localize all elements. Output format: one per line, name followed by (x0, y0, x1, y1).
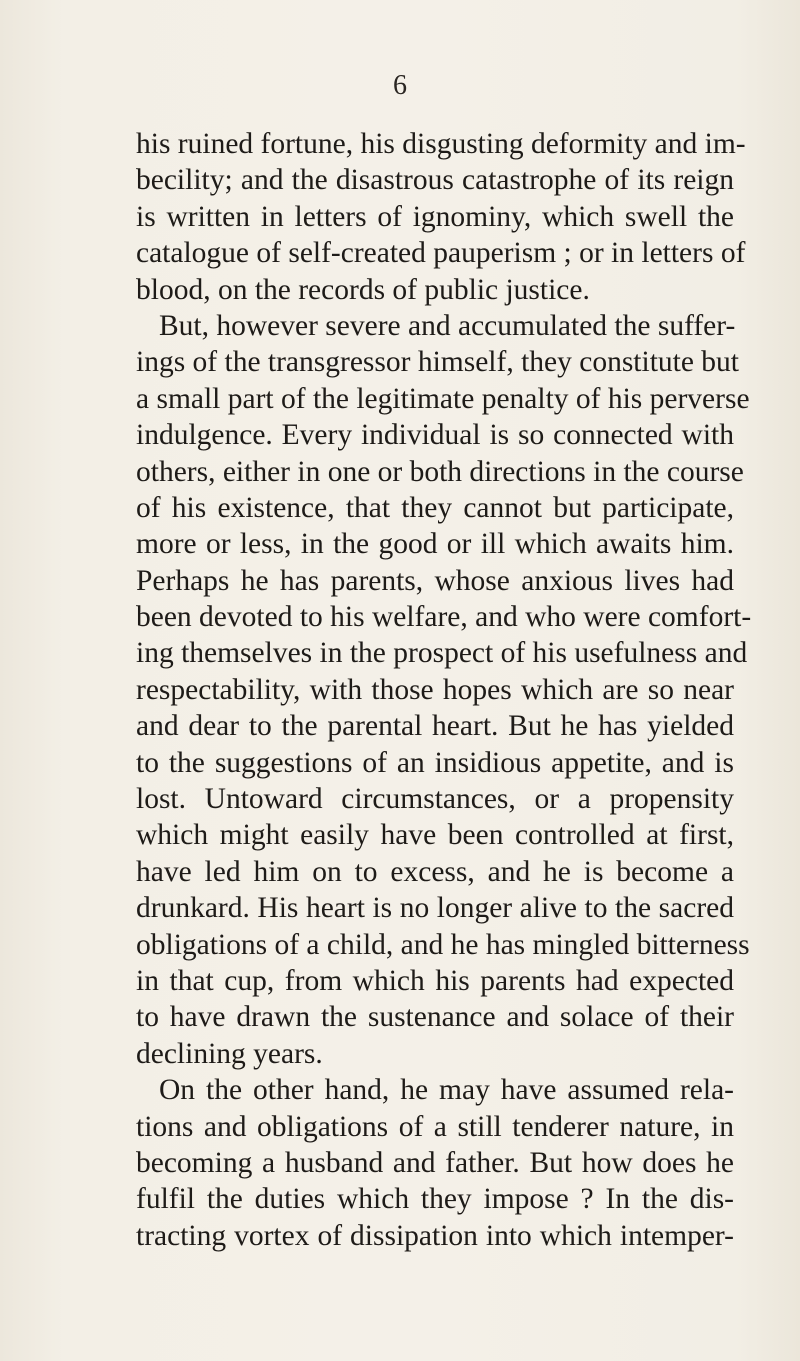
page-number: 6 (393, 70, 407, 101)
body-text (136, 126, 752, 1254)
text-line: obligations of a child, and he has mingled bitterness (136, 928, 750, 961)
text-line: in that cup, from which his parents had expected (136, 964, 734, 997)
text-line: is written in letters of ignominy, which swell the (136, 200, 734, 233)
text-line: and dear to the parental heart. But he has yielded (136, 710, 734, 743)
text-line: catalogue of self-created pauperism ; or in letters of (136, 237, 746, 270)
text-line: have led him on to excess, and he is become a (136, 855, 734, 888)
text-line: his ruined fortune, his disgusting deformity and im- (136, 128, 746, 160)
text-line: becoming a husband and father. But how does he (136, 1146, 734, 1179)
text-line: a small part of the legitimate penalty of his perverse (136, 382, 750, 415)
text-line: indulgence. Every individual is so connected with (136, 419, 734, 452)
text-line: ings of the transgressor himself, they constitute but (136, 346, 740, 379)
text-line: tions and obligations of a still tenderer nature, in (136, 1110, 734, 1143)
text-line: of his existence, that they cannot but participate, (136, 491, 734, 524)
text-line: which might easily have been controlled at first, (136, 819, 734, 852)
text-line: to the suggestions of an insidious appetite, and is (136, 746, 734, 779)
text-line: blood, on the records of public justice. (136, 273, 590, 306)
text-line: to have drawn the sustenance and solace of their (136, 1001, 734, 1034)
text-line: been devoted to his welfare, and who were comfort- (136, 601, 752, 634)
text-line: declining years. (136, 1037, 323, 1070)
text-line: respectability, with those hopes which are so near (136, 673, 734, 706)
text-line: becility; and the disastrous catastrophe of its reign (136, 164, 734, 197)
text-line: drunkard. His heart is no longer alive to the sacred (136, 892, 734, 925)
text-line: On the other hand, he may have assumed rela- (159, 1074, 734, 1107)
text-line: Perhaps he has parents, whose anxious lives had (136, 564, 734, 597)
text-line: ing themselves in the prospect of his usefulness and (136, 637, 748, 670)
text-line: fulfil the duties which they impose ? In the dis- (136, 1183, 734, 1216)
text-line: lost. Untoward circumstances, or a propensity (136, 783, 734, 816)
text-line: more or less, in the good or ill which awaits him. (136, 528, 734, 561)
text-line: others, either in one or both directions in the course (136, 455, 744, 488)
text-line: tracting vortex of dissipation into which intemper- (136, 1219, 734, 1252)
text-line: But, however severe and accumulated the suffer- (159, 309, 736, 342)
